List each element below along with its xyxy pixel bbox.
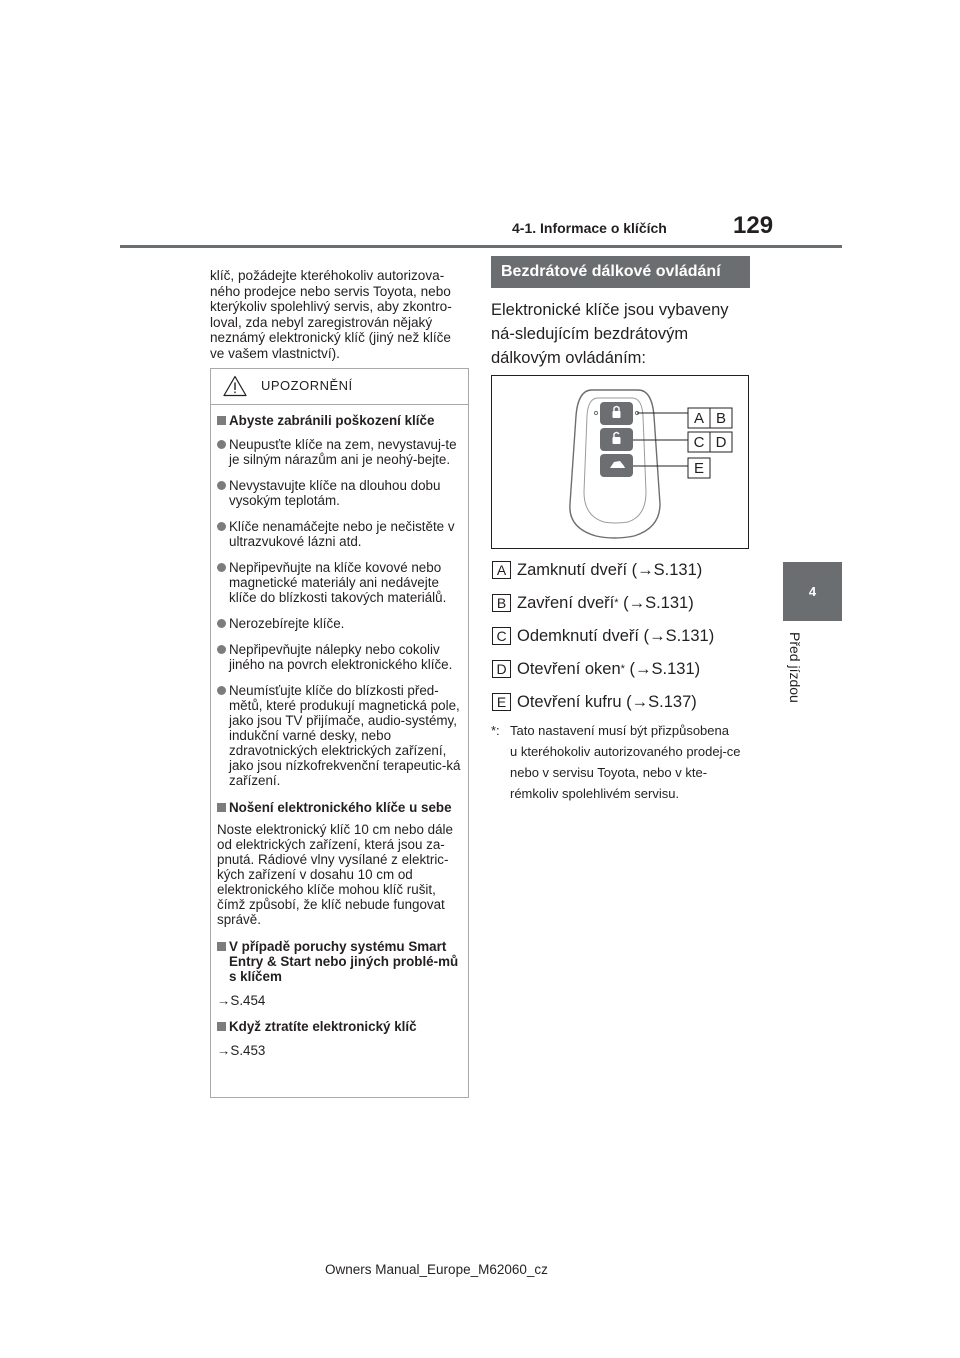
- letter-box: A: [492, 561, 511, 579]
- bullet-icon: [217, 563, 226, 572]
- function-item: B Zavření dveří * ( →S.131 ): [492, 592, 694, 614]
- warning-section-heading: Nošení elektronického klíče u sebe: [217, 800, 463, 815]
- warning-paragraph: Noste elektronický klíč 10 cm nebo dále od elektrických zařízení, která jsou za-pnutá. Rádiové vlny vysílané z elektric-kých zařízení v dosahu 10 cm od elektronického klíče mohou klíč rušit, čímž způsobí, že klíč nebude fungovat správě.: [217, 822, 453, 927]
- warning-section-heading: Abyste zabránili poškození klíče: [217, 413, 463, 428]
- letter-box: D: [492, 660, 511, 678]
- warning-item: Nevystavujte klíče na dlouhou dobu vysokým teplotám.: [217, 478, 463, 508]
- function-item: E Otevření kufru ( →S.137 ): [492, 691, 697, 713]
- page-number: 129: [733, 212, 774, 239]
- warning-header: [211, 369, 468, 405]
- bullet-icon: [217, 645, 226, 654]
- square-bullet-icon: [217, 942, 226, 951]
- page-reference-link[interactable]: →S.131: [637, 560, 697, 579]
- figure-label-a: A: [693, 410, 705, 427]
- page-reference-link[interactable]: →S.453: [217, 1043, 266, 1058]
- warning-item: Nerozebírejte klíče.: [217, 616, 463, 631]
- letter-box: C: [492, 627, 511, 645]
- bullet-icon: [217, 440, 226, 449]
- warning-triangle-icon: [223, 375, 247, 397]
- footer-text: Owners Manual_Europe_M62060_cz: [325, 1262, 548, 1277]
- chapter-label: Před jízdou: [787, 632, 803, 703]
- key-fob-illustration: [492, 376, 750, 550]
- page-reference-link[interactable]: →S.137: [631, 692, 692, 711]
- warning-title: UPOZORNĚNÍ: [261, 378, 353, 393]
- figure-label-c: C: [693, 434, 705, 451]
- warning-item: Klíče nenamáčejte nebo je nečistěte v ultrazvukové lázni atd.: [217, 519, 463, 549]
- remote-description: Elektronické klíče jsou vybaveny ná-sledujícím bezdrátovým dálkovým ovládáním:: [491, 301, 729, 367]
- intro-paragraph: klíč, požádejte kteréhokoliv autorizova-ného prodejce nebo servis Toyota, nebo kterýkoliv spolehlivý servis, aby zkontro-loval, zda nebyl zaregistrován nějaký neznámý elektronický klíč (jiný než klíče ve vašem vlastnictví).: [210, 268, 452, 361]
- footnote-mark: *:: [491, 723, 500, 738]
- warning-item: Neumísťujte klíče do blízkosti před-mětů, které produkují magnetická pole, jako jsou TV přijímače, audio-systémy, indukční varné desky, nebo zdravotnických elektrických zařízení, jako jsou nízkofrekvenční terapeutic-ká zařízení.: [217, 683, 463, 788]
- letter-box: E: [492, 693, 511, 711]
- bullet-icon: [217, 522, 226, 531]
- square-bullet-icon: [217, 416, 226, 425]
- warning-section-heading: Když ztratíte elektronický klíč: [217, 1019, 463, 1034]
- bullet-icon: [217, 686, 226, 695]
- figure-label-b: B: [715, 410, 727, 427]
- header-divider: [120, 245, 842, 248]
- letter-box: B: [492, 594, 511, 612]
- section-heading-bar: Bezdrátové dálkové ovládání: [491, 256, 750, 288]
- square-bullet-icon: [217, 803, 226, 812]
- function-item: D Otevření oken * ( →S.131 ): [492, 658, 700, 680]
- warning-item: Neupusťte klíče na zem, nevystavuj-te je silným nárazům ani je neohý-bejte.: [217, 437, 463, 467]
- function-item: A Zamknutí dveří ( →S.131 ): [492, 559, 702, 581]
- bullet-icon: [217, 481, 226, 490]
- page-reference-link[interactable]: →S.454: [217, 993, 266, 1008]
- function-item: C Odemknutí dveří ( →S.131 ): [492, 625, 714, 647]
- page-reference-link[interactable]: →S.131: [635, 659, 695, 678]
- warning-item: Nepřipevňujte na klíče kovové nebo magnetické materiály ani nedávejte klíče do blízkosti takových materiálů.: [217, 560, 463, 605]
- page-reference-link[interactable]: →S.131: [649, 626, 709, 645]
- warning-item: Nepřipevňujte nálepky nebo cokoliv jiného na povrch elektronického klíče.: [217, 642, 463, 672]
- page-reference-link[interactable]: →S.131: [628, 593, 689, 612]
- footnote: *: Tato nastavení musí být přizpůsobena u kteréhokoliv autorizovaného prodej-ce nebo v servisu Toyota, nebo v kte-rémkoliv spolehlivém servisu.: [491, 720, 753, 804]
- section-title: 4-1. Informace o klíčích: [512, 220, 667, 236]
- figure-label-e: E: [693, 460, 705, 477]
- chapter-tab[interactable]: 4: [783, 562, 842, 621]
- bullet-icon: [217, 619, 226, 628]
- warning-section-heading: V případě poruchy systému Smart Entry & Start nebo jiných problé-mů s klíčem: [217, 939, 463, 984]
- figure-label-d: D: [715, 434, 727, 451]
- warning-box: [210, 368, 469, 1098]
- square-bullet-icon: [217, 1022, 226, 1031]
- key-fob-figure: [491, 375, 749, 549]
